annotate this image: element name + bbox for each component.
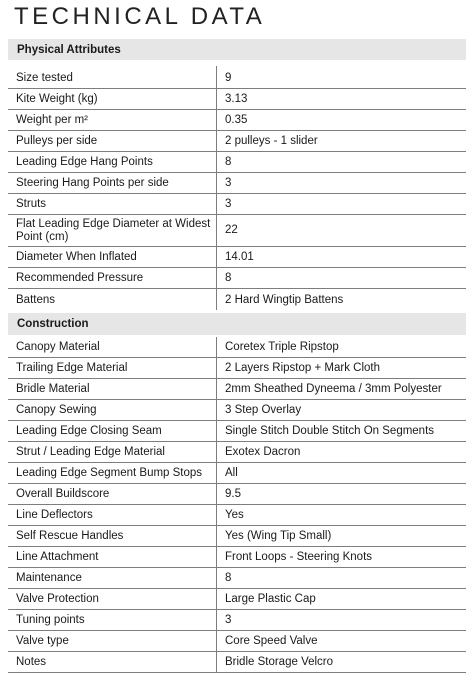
table-row [8, 526, 466, 547]
physical-attributes-table [8, 66, 466, 310]
table-row [8, 110, 466, 131]
row-value: 0.35 [216, 110, 466, 130]
row-label: Leading Edge Closing Seam [16, 425, 162, 437]
row-label: Size tested [16, 72, 73, 84]
table-row [8, 610, 466, 631]
row-label: Leading Edge Segment Bump Stops [16, 467, 203, 479]
table-row [8, 215, 466, 247]
row-label: Leading Edge Hang Points [16, 156, 153, 168]
row-label: Self Rescue Handles [16, 530, 124, 542]
row-value: 3 Step Overlay [216, 400, 466, 420]
row-value: 22 [216, 215, 466, 246]
table-row [8, 337, 466, 358]
row-value: 9 [216, 66, 466, 88]
table-row [8, 547, 466, 568]
row-label: Flat Leading Edge Diameter at Widest Point (cm) [16, 217, 211, 243]
row-label: Steering Hang Points per side [16, 177, 169, 189]
row-value: 2 Layers Ripstop + Mark Cloth [216, 358, 466, 378]
row-value: Large Plastic Cap [216, 589, 466, 609]
row-label: Weight per m² [16, 114, 89, 126]
row-value: 8 [216, 568, 466, 588]
table-row [8, 421, 466, 442]
row-label: Line Deflectors [16, 509, 93, 521]
row-label: Pulleys per side [16, 135, 98, 147]
table-row [8, 131, 466, 152]
row-value: 3 [216, 194, 466, 214]
row-value: Yes [216, 505, 466, 525]
table-row [8, 152, 466, 173]
row-value: Core Speed Valve [216, 631, 466, 651]
row-label: Line Attachment [16, 551, 99, 563]
row-label: Trailing Edge Material [16, 362, 128, 374]
table-row [8, 589, 466, 610]
row-value: Front Loops - Steering Knots [216, 547, 466, 567]
table-row [8, 358, 466, 379]
construction-table [8, 337, 466, 673]
table-row [8, 631, 466, 652]
table-row [8, 463, 466, 484]
table-row [8, 194, 466, 215]
table-row [8, 442, 466, 463]
row-value: Yes (Wing Tip Small) [216, 526, 466, 546]
row-value: 3 [216, 173, 466, 193]
row-value: Exotex Dacron [216, 442, 466, 462]
table-row [8, 247, 466, 268]
table-row [8, 505, 466, 526]
row-label: Struts [16, 198, 47, 210]
row-value: Bridle Storage Velcro [216, 652, 466, 672]
section-header-physical-attributes: Physical Attributes [8, 39, 466, 60]
table-row [8, 173, 466, 194]
row-label: Valve Protection [16, 593, 99, 605]
row-label: Canopy Material [16, 341, 100, 353]
table-row [8, 568, 466, 589]
table-row [8, 484, 466, 505]
row-label: Overall Buildscore [16, 488, 110, 500]
row-label: Diameter When Inflated [16, 251, 137, 263]
row-value: 3.13 [216, 89, 466, 109]
row-value: 9.5 [216, 484, 466, 504]
row-label: Valve type [16, 635, 69, 647]
row-label: Notes [16, 656, 47, 668]
row-value: 8 [216, 268, 466, 288]
table-row [8, 379, 466, 400]
table-row [8, 66, 466, 89]
row-value: Coretex Triple Ripstop [216, 337, 466, 357]
row-label: Battens [16, 294, 55, 306]
row-label: Recommended Pressure [16, 272, 144, 284]
row-value: All [216, 463, 466, 483]
row-label: Strut / Leading Edge Material [16, 446, 165, 458]
row-value: 2mm Sheathed Dyneema / 3mm Polyester [216, 379, 466, 399]
row-value: 2 pulleys - 1 slider [216, 131, 466, 151]
row-label: Bridle Material [16, 383, 90, 395]
row-label: Tuning points [16, 614, 85, 626]
row-value: 8 [216, 152, 466, 172]
row-value: 14.01 [216, 247, 466, 267]
section-header-construction: Construction [8, 313, 466, 335]
table-row [8, 268, 466, 289]
row-label: Canopy Sewing [16, 404, 97, 416]
row-value: Single Stitch Double Stitch On Segments [216, 421, 466, 441]
row-value: 3 [216, 610, 466, 630]
page-title: TECHNICAL DATA [14, 3, 266, 30]
row-label: Maintenance [16, 572, 82, 584]
table-row [8, 652, 466, 673]
table-row [8, 89, 466, 110]
table-row [8, 400, 466, 421]
table-row [8, 289, 466, 310]
row-label: Kite Weight (kg) [16, 93, 98, 105]
row-value: 2 Hard Wingtip Battens [216, 289, 466, 310]
